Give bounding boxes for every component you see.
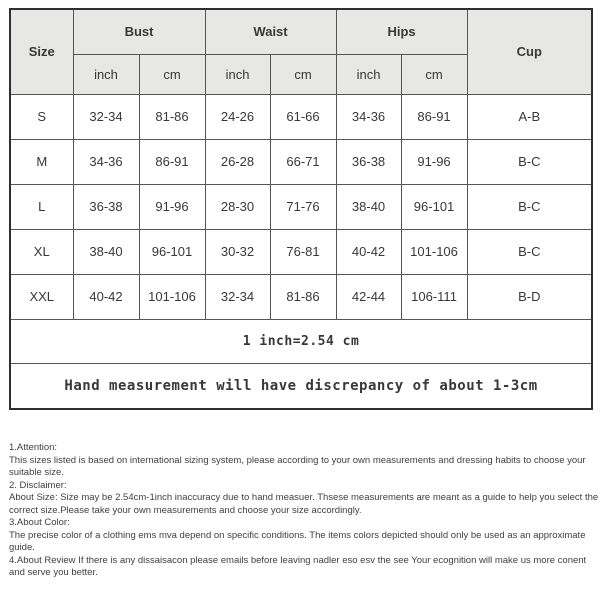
cell-bust-inch: 36-38: [73, 184, 139, 229]
cell-waist-inch: 32-34: [205, 274, 270, 319]
size-chart-table: [9, 8, 593, 410]
cell-hips-inch: 36-38: [336, 139, 401, 184]
cell-bust-cm: 86-91: [139, 139, 205, 184]
subheader-waist-cm: cm: [270, 54, 336, 94]
cell-waist-inch: 26-28: [205, 139, 270, 184]
cell-bust-cm: 96-101: [139, 229, 205, 274]
table-row-xl: [10, 229, 592, 274]
cell-cup: B-D: [467, 274, 592, 319]
cell-bust-inch: 40-42: [73, 274, 139, 319]
cell-bust-cm: 101-106: [139, 274, 205, 319]
subheader-hips-inch: inch: [336, 54, 401, 94]
cell-bust-inch: 34-36: [73, 139, 139, 184]
cell-hips-inch: 42-44: [336, 274, 401, 319]
cell-hips-cm: 106-111: [401, 274, 467, 319]
subheader-hips-cm: cm: [401, 54, 467, 94]
col-header-waist: Waist: [205, 9, 336, 54]
col-header-cup: Cup: [467, 9, 592, 94]
cell-cup: B-C: [467, 139, 592, 184]
cell-bust-cm: 91-96: [139, 184, 205, 229]
cell-hips-inch: 38-40: [336, 184, 401, 229]
cell-bust-inch: 38-40: [73, 229, 139, 274]
cell-waist-cm: 81-86: [270, 274, 336, 319]
row-size-label: L: [10, 184, 73, 229]
cell-bust-cm: 81-86: [139, 94, 205, 139]
hand-measurement-note: Hand measurement will have discrepancy of about 1-3cm: [10, 363, 592, 409]
subheader-bust-inch: inch: [73, 54, 139, 94]
cell-hips-cm: 101-106: [401, 229, 467, 274]
table-row-s: [10, 94, 592, 139]
cell-waist-inch: 30-32: [205, 229, 270, 274]
cell-hips-inch: 34-36: [336, 94, 401, 139]
table-row-xxl: [10, 274, 592, 319]
cell-waist-cm: 76-81: [270, 229, 336, 274]
cell-bust-inch: 32-34: [73, 94, 139, 139]
row-size-label: XXL: [10, 274, 73, 319]
notes-section: [9, 442, 600, 580]
cell-cup: B-C: [467, 184, 592, 229]
row-size-label: S: [10, 94, 73, 139]
cell-hips-cm: 96-101: [401, 184, 467, 229]
cell-cup: B-C: [467, 229, 592, 274]
col-header-hips: Hips: [336, 9, 467, 54]
inch-conversion-note: 1 inch=2.54 cm: [10, 319, 592, 363]
note-attention-title: 1.Attention:: [9, 442, 58, 453]
table-row-l: [10, 184, 592, 229]
cell-waist-inch: 24-26: [205, 94, 270, 139]
col-header-bust: Bust: [73, 9, 205, 54]
cell-hips-cm: 86-91: [401, 94, 467, 139]
cell-hips-cm: 91-96: [401, 139, 467, 184]
subheader-bust-cm: cm: [139, 54, 205, 94]
cell-waist-cm: 61-66: [270, 94, 336, 139]
table-row-m: [10, 139, 592, 184]
note-color-title: 3.About Color:: [9, 517, 70, 528]
note-color-body: The precise color of a clothing ems mva depend on specific conditions. The items colors depicted should only be used as an approximate guide.: [9, 529, 586, 553]
row-size-label: XL: [10, 229, 73, 274]
col-header-size: Size: [10, 9, 73, 94]
cell-waist-cm: 71-76: [270, 184, 336, 229]
cell-waist-inch: 28-30: [205, 184, 270, 229]
note-disclaimer-title: 2. Disclaimer:: [9, 479, 67, 491]
note-attention-body: This sizes listed is based on international sizing system, please according to your own measurements and dressing habits to choose your suitable size.: [9, 454, 586, 478]
subheader-waist-inch: inch: [205, 54, 270, 94]
cell-cup: A-B: [467, 94, 592, 139]
cell-waist-cm: 66-71: [270, 139, 336, 184]
cell-hips-inch: 40-42: [336, 229, 401, 274]
note-review-body: 4.About Review If there is any dissaisacon please emails before leaving nadler eso esv the see Your ecognition will make us more conent and serve you better.: [9, 554, 587, 578]
row-size-label: M: [10, 139, 73, 184]
note-disclaimer-body: About Size: Size may be 2.54cm-1inch inaccuracy due to hand measuer. Thsese measurements are meant as a guide to help you select the correct size.Please take your own measurements and choose your size accordingly.: [9, 492, 599, 516]
